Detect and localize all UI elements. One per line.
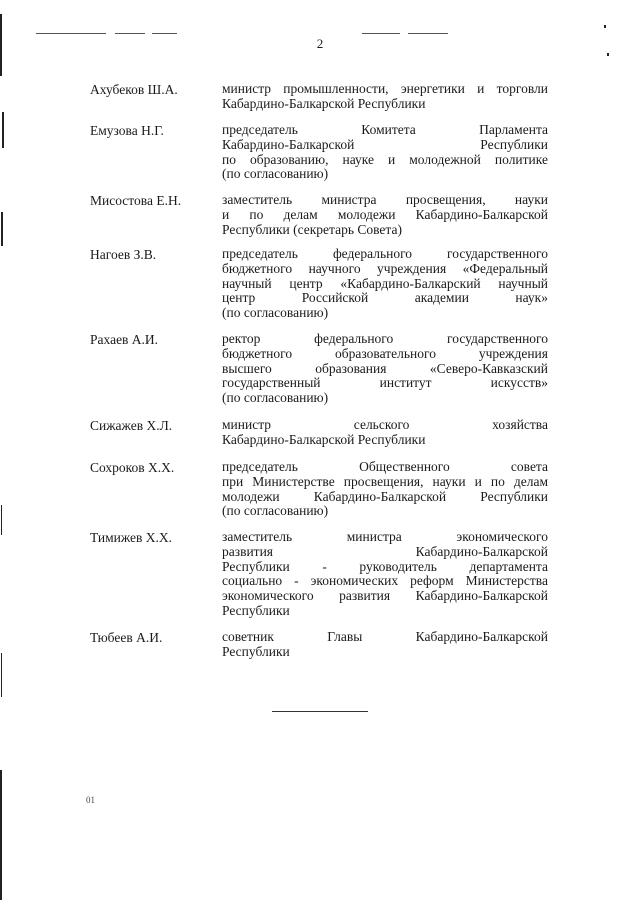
member-role	[222, 82, 548, 112]
role-line: научный центр «Кабардино-Балкарский научный	[222, 275, 548, 291]
role-line: развития Кабардино-Балкарской	[222, 543, 548, 559]
role-line: заместитель министра экономического	[222, 529, 548, 544]
role-line: Кабардино-Балкарской Республики	[222, 95, 426, 111]
member-name: Сохроков Х.Х.	[90, 460, 175, 475]
member-name: Мисостова Е.Н.	[90, 193, 182, 208]
member-role	[222, 418, 548, 448]
footer-mark: 01	[86, 795, 95, 805]
role-line: председатель Комитета Парламента	[222, 122, 548, 137]
role-line: министр промышленности, энергетики и торговли	[222, 81, 548, 96]
member-name: Тюбеев А.И.	[90, 630, 163, 645]
role-line: экономического развития Кабардино-Балкарской	[222, 588, 548, 604]
role-line: советник Главы Кабардино-Балкарской	[222, 629, 548, 644]
role-line: Республики	[222, 643, 290, 659]
role-line: молодежи Кабардино-Балкарской Республики	[222, 488, 548, 504]
role-line: бюджетного образовательного учреждения	[222, 345, 548, 361]
role-line: ректор федерального государственного	[222, 331, 548, 346]
role-line: председатель федерального государственного	[222, 246, 548, 261]
role-line: по образованию, науке и молодежной политике	[222, 151, 548, 167]
member-name: Тимижев Х.Х.	[90, 530, 173, 545]
member-name: Сижажев Х.Л.	[90, 418, 173, 433]
member-name: Рахаев А.И.	[90, 332, 159, 347]
member-role	[222, 123, 548, 182]
member-role	[222, 630, 548, 660]
role-line: председатель Общественного совета	[222, 459, 548, 474]
member-name: Емузова Н.Г.	[90, 123, 164, 138]
member-role	[222, 460, 548, 519]
role-line: Республики	[222, 602, 290, 618]
member-role	[222, 193, 548, 237]
role-line: министр сельского хозяйства	[222, 417, 548, 432]
role-line: (по согласованию)	[222, 390, 329, 406]
member-name: Нагоев З.В.	[90, 247, 157, 262]
role-line: и по делам молодежи Кабардино-Балкарской	[222, 206, 548, 222]
role-line: при Министерстве просвещения, науки и по делам	[222, 473, 548, 489]
role-line: Кабардино-Балкарской Республики	[222, 136, 548, 152]
role-line: Кабардино-Балкарской Республики	[222, 431, 426, 447]
closing-rule	[272, 711, 368, 712]
page-number: 2	[316, 36, 324, 51]
role-line: бюджетного научного учреждения «Федеральный	[222, 260, 548, 276]
member-role	[222, 247, 548, 321]
role-line: Республики (секретарь Совета)	[222, 221, 402, 237]
member-name: Ахубеков Ш.А.	[90, 82, 178, 97]
role-line: (по согласованию)	[222, 503, 329, 519]
member-role	[222, 530, 548, 619]
role-line: заместитель министра просвещения, науки	[222, 192, 548, 207]
role-line: государственный институт искусств»	[222, 375, 548, 391]
role-line: (по согласованию)	[222, 166, 329, 182]
member-role	[222, 332, 548, 406]
role-line: социально - экономических реформ Министерства	[222, 573, 548, 589]
role-line: (по согласованию)	[222, 305, 329, 321]
role-line: Республики - руководитель департамента	[222, 558, 548, 574]
role-line: центр Российской академии наук»	[222, 290, 548, 306]
role-line: высшего образования «Северо-Кавказский	[222, 360, 548, 376]
